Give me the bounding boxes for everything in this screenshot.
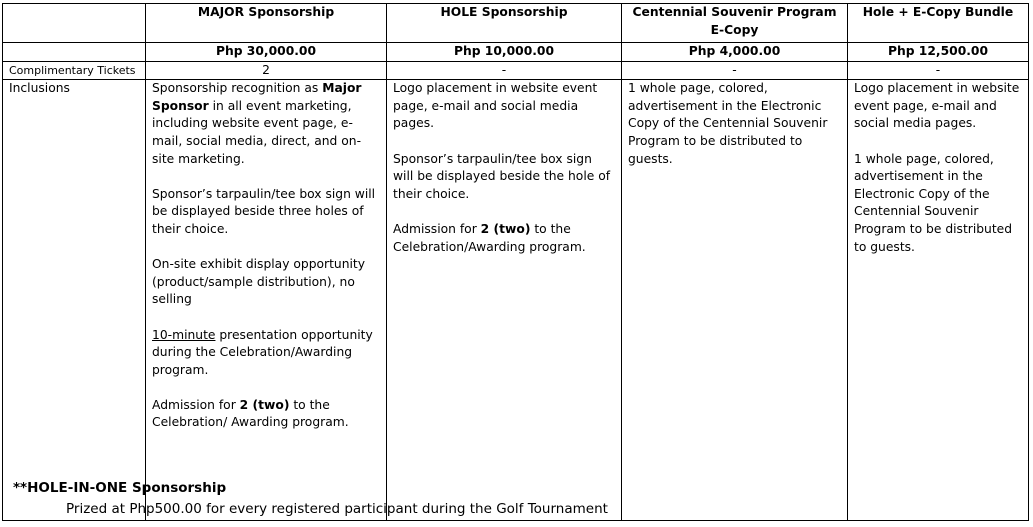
major-inclusion-2: Sponsor’s tarpaulin/tee box sign will be displayed beside three holes of their choice. <box>152 186 376 236</box>
tickets-hole: - <box>387 61 622 80</box>
inclusions-bundle <box>848 80 1029 521</box>
col-title-bundle: Hole + E-Copy Bundle <box>848 4 1029 43</box>
tickets-bundle: - <box>848 61 1029 80</box>
price-major: Php 30,000.00 <box>146 43 387 62</box>
bundle-inclusion-1: Logo placement in website event page, e-mail and social media pages. <box>854 81 1020 131</box>
hole-inclusion-2: Sponsor’s tarpaulin/tee box sign will be displayed beside the hole of their choice. <box>393 151 611 201</box>
ecopy-inclusion-1: 1 whole page, colored, advertisement in the Electronic Copy of the Centennial Souvenir Program to be distributed to guests. <box>628 81 828 166</box>
tickets-ecopy: - <box>622 61 848 80</box>
inclusions-label: Inclusions <box>3 80 146 521</box>
tickets-row <box>3 61 1029 80</box>
sponsorship-table <box>2 3 1029 521</box>
header-row <box>3 4 1029 43</box>
tickets-label: Complimentary Tickets <box>3 61 146 80</box>
corner-cell <box>3 4 146 43</box>
price-row <box>3 43 1029 62</box>
inclusions-ecopy <box>622 80 848 521</box>
price-label-cell <box>3 43 146 62</box>
tickets-major: 2 <box>146 61 387 80</box>
major-inclusion-3: On-site exhibit display opportunity (product/sample distribution), no selling <box>152 257 366 307</box>
inclusions-row <box>3 80 1029 521</box>
price-ecopy: Php 4,000.00 <box>622 43 848 62</box>
major-inclusion-4: 10-minute presentation opportunity during the Celebration/Awarding program. <box>152 327 373 377</box>
price-bundle: Php 12,500.00 <box>848 43 1029 62</box>
price-hole: Php 10,000.00 <box>387 43 622 62</box>
major-inclusion-5: Admission for 2 (two) to the Celebration/ Awarding program. <box>152 397 349 430</box>
inclusions-major <box>146 80 387 521</box>
hole-in-one-title: **HOLE-IN-ONE Sponsorship <box>13 480 227 496</box>
bundle-inclusion-2: 1 whole page, colored, advertisement in the Electronic Copy of the Centennial Souvenir Program to be distributed to guests. <box>854 151 1013 254</box>
major-inclusion-1: Sponsorship recognition as Major Sponsor in all event marketing, including website event page, e-mail, social media, direct, and on-site marketing. <box>152 81 362 166</box>
col-title-major: MAJOR Sponsorship <box>146 4 387 43</box>
inclusions-hole <box>387 80 622 521</box>
hole-inclusion-3: Admission for 2 (two) to the Celebration/Awarding program. <box>393 221 586 254</box>
col-title-hole: HOLE Sponsorship <box>387 4 622 43</box>
hole-inclusion-1: Logo placement in website event page, e-mail and social media pages. <box>393 81 598 131</box>
hole-in-one-text: Prized at Php500.00 for every registered participant during the Golf Tournament <box>66 501 608 517</box>
col-title-ecopy: Centennial Souvenir Program E-Copy <box>622 4 848 43</box>
